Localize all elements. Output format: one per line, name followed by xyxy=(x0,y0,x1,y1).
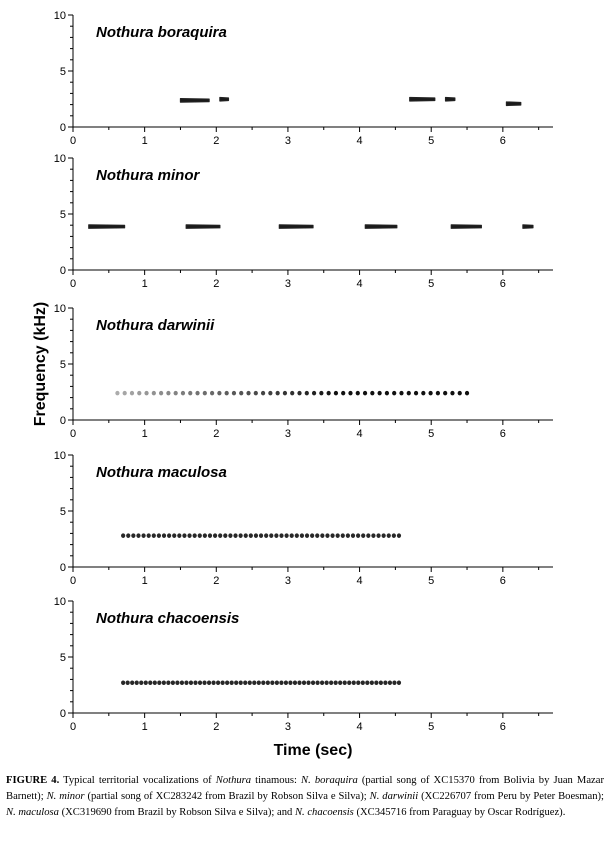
caption-text: (XC319690 from Brazil by Robson Silva e Silva); and xyxy=(58,806,295,818)
note-pulse xyxy=(356,533,360,538)
note-pulse xyxy=(188,391,192,396)
note-pulse xyxy=(363,391,367,396)
note-pulse xyxy=(139,680,143,685)
note-pulse xyxy=(458,391,462,396)
note-pulse xyxy=(311,680,315,685)
note-pulse xyxy=(320,533,324,538)
note-pulse xyxy=(162,533,166,538)
note-pulse xyxy=(193,680,197,685)
caption-text: (XC345716 from Paraguay by Oscar Rodríguez). xyxy=(353,806,566,818)
note-pulse xyxy=(244,533,248,538)
spectrogram-panel xyxy=(54,450,553,587)
spectrogram-panel xyxy=(54,303,553,440)
note-pulse xyxy=(157,533,161,538)
note-pulse xyxy=(269,533,273,538)
x-tick-label: 1 xyxy=(141,721,148,733)
note-pulse xyxy=(210,391,214,396)
note-pulse xyxy=(284,533,288,538)
note-pulse xyxy=(266,680,270,685)
note-pulse xyxy=(233,533,237,538)
note-pulse xyxy=(175,680,179,685)
note-pulse xyxy=(153,680,157,685)
x-tick-label: 0 xyxy=(69,721,77,733)
x-tick-label: 6 xyxy=(499,278,506,290)
y-tick-label: 10 xyxy=(53,450,66,462)
y-tick-label: 0 xyxy=(59,415,66,427)
note-pulse xyxy=(239,533,243,538)
note-pulse xyxy=(123,391,127,396)
note-pulse xyxy=(397,680,401,685)
note-pulse xyxy=(257,680,261,685)
note-pulse xyxy=(239,391,243,396)
note-pulse xyxy=(356,391,360,396)
note-pulse xyxy=(162,680,166,685)
note-pulse xyxy=(370,391,374,396)
note-pulse xyxy=(172,533,176,538)
note-pulse xyxy=(336,533,340,538)
note-pulse xyxy=(297,680,301,685)
caption-text: (partial song of XC283242 from Brazil by Robson Silva e Silva); xyxy=(84,790,370,802)
note-pulse xyxy=(356,680,360,685)
note-pulse xyxy=(246,391,250,396)
note-pulse xyxy=(315,680,319,685)
panel-title: Nothura darwinii xyxy=(96,317,215,334)
note-pulse xyxy=(243,680,247,685)
note-pulse xyxy=(261,680,265,685)
x-tick-label: 0 xyxy=(69,278,77,290)
note-pulse xyxy=(152,533,156,538)
note-pulse xyxy=(223,533,227,538)
note-pulse xyxy=(193,533,197,538)
x-tick-label: 5 xyxy=(428,278,435,290)
spectrogram-panel xyxy=(54,153,553,290)
caption-species: N. minor xyxy=(46,790,85,802)
note-pulse xyxy=(388,680,392,685)
note-pulse xyxy=(234,680,238,685)
note-pulse xyxy=(346,533,350,538)
note-pulse xyxy=(302,680,306,685)
note-pulse xyxy=(167,533,171,538)
note-pulse xyxy=(399,391,403,396)
note-pulse xyxy=(203,533,207,538)
x-tick-label: 4 xyxy=(356,721,363,733)
note-pulse xyxy=(392,680,396,685)
y-tick-label: 10 xyxy=(53,303,66,315)
note-pulse xyxy=(126,680,130,685)
y-tick-label: 0 xyxy=(59,122,66,134)
note-pulse xyxy=(248,680,252,685)
note-pulse xyxy=(347,680,351,685)
note-pulse xyxy=(283,391,287,396)
note-pulse xyxy=(213,533,217,538)
panel-title: Nothura chacoensis xyxy=(96,610,240,627)
x-tick-label: 4 xyxy=(356,278,363,290)
note-pulse xyxy=(202,680,206,685)
note-pulse xyxy=(259,533,263,538)
y-tick-label: 10 xyxy=(53,153,66,165)
x-tick-label: 6 xyxy=(499,135,506,147)
song-note xyxy=(523,225,533,229)
x-tick-label: 4 xyxy=(356,575,363,587)
song-note xyxy=(446,98,455,102)
note-pulse xyxy=(268,391,272,396)
x-tick-label: 5 xyxy=(428,135,435,147)
note-pulse xyxy=(300,533,304,538)
note-pulse xyxy=(284,680,288,685)
note-pulse xyxy=(115,391,119,396)
note-pulse xyxy=(436,391,440,396)
note-pulse xyxy=(288,680,292,685)
note-pulse xyxy=(279,680,283,685)
song-note xyxy=(180,99,209,103)
note-pulse xyxy=(217,391,221,396)
note-pulse xyxy=(315,533,319,538)
caption-text: tinamous: xyxy=(251,775,302,786)
note-pulse xyxy=(352,680,356,685)
note-pulse xyxy=(429,391,433,396)
note-pulse xyxy=(203,391,207,396)
note-pulse xyxy=(365,680,369,685)
figure-caption xyxy=(6,773,604,820)
note-pulse xyxy=(382,533,386,538)
spectrogram-panel xyxy=(54,596,553,733)
note-pulse xyxy=(249,533,253,538)
note-pulse xyxy=(319,391,323,396)
note-pulse xyxy=(297,391,301,396)
note-pulse xyxy=(148,680,152,685)
x-tick-label: 2 xyxy=(213,278,220,290)
note-pulse xyxy=(261,391,265,396)
y-tick-label: 5 xyxy=(59,66,66,78)
note-pulse xyxy=(306,680,310,685)
y-tick-label: 5 xyxy=(59,209,66,221)
x-tick-label: 0 xyxy=(69,135,77,147)
x-tick-label: 0 xyxy=(69,428,77,440)
x-tick-label: 6 xyxy=(499,721,506,733)
note-pulse xyxy=(166,391,170,396)
note-pulse xyxy=(198,533,202,538)
note-pulse xyxy=(407,391,411,396)
note-pulse xyxy=(187,533,191,538)
note-pulse xyxy=(184,680,188,685)
x-axis-label: Time (sec) xyxy=(273,742,353,759)
note-pulse xyxy=(239,680,243,685)
y-tick-label: 0 xyxy=(59,562,66,574)
note-pulse xyxy=(361,533,365,538)
song-note xyxy=(410,98,435,102)
x-tick-label: 4 xyxy=(356,135,363,147)
note-pulse xyxy=(131,533,135,538)
note-pulse xyxy=(414,391,418,396)
note-pulse xyxy=(252,680,256,685)
note-pulse xyxy=(387,533,391,538)
note-pulse xyxy=(270,680,274,685)
x-tick-label: 6 xyxy=(499,575,506,587)
note-pulse xyxy=(290,391,294,396)
note-pulse xyxy=(157,680,161,685)
x-tick-label: 3 xyxy=(284,135,291,147)
note-pulse xyxy=(334,680,338,685)
note-pulse xyxy=(305,533,309,538)
note-pulse xyxy=(141,533,145,538)
caption-species: N. boraquira xyxy=(301,775,358,786)
x-tick-label: 0 xyxy=(69,575,77,587)
x-tick-label: 1 xyxy=(141,575,148,587)
note-pulse xyxy=(254,391,258,396)
note-pulse xyxy=(376,533,380,538)
y-axis-label: Frequency (kHz) xyxy=(32,301,49,427)
note-pulse xyxy=(136,533,140,538)
x-tick-label: 2 xyxy=(213,135,220,147)
x-tick-label: 3 xyxy=(284,721,291,733)
x-tick-label: 6 xyxy=(499,428,506,440)
y-tick-label: 0 xyxy=(59,708,66,720)
spectrogram-panel xyxy=(54,10,553,147)
note-pulse xyxy=(275,680,279,685)
note-pulse xyxy=(166,680,170,685)
x-tick-label: 1 xyxy=(141,278,148,290)
note-pulse xyxy=(225,680,229,685)
note-pulse xyxy=(159,391,163,396)
x-tick-label: 2 xyxy=(213,575,220,587)
note-pulse xyxy=(121,680,125,685)
note-pulse xyxy=(137,391,141,396)
note-pulse xyxy=(443,391,447,396)
caption-species: N. chacoensis xyxy=(294,806,354,818)
note-pulse xyxy=(361,680,365,685)
caption-label: FIGURE 4. xyxy=(6,775,60,786)
note-pulse xyxy=(264,533,268,538)
note-pulse xyxy=(130,391,134,396)
note-pulse xyxy=(211,680,215,685)
caption-species: N. darwinii xyxy=(369,790,419,802)
y-tick-label: 10 xyxy=(53,10,66,22)
panel-title: Nothura minor xyxy=(96,167,200,184)
note-pulse xyxy=(290,533,294,538)
note-pulse xyxy=(385,391,389,396)
note-pulse xyxy=(144,680,148,685)
note-pulse xyxy=(378,391,382,396)
caption-text: Typical territorial vocalizations of xyxy=(59,775,216,786)
y-tick-label: 0 xyxy=(59,265,66,277)
song-note xyxy=(89,225,125,229)
song-note xyxy=(186,225,220,229)
note-pulse xyxy=(232,391,236,396)
note-pulse xyxy=(338,680,342,685)
x-tick-label: 2 xyxy=(213,721,220,733)
note-pulse xyxy=(450,391,454,396)
caption-species: N. maculosa xyxy=(6,806,59,818)
note-pulse xyxy=(325,680,329,685)
x-tick-label: 3 xyxy=(284,575,291,587)
note-pulse xyxy=(274,533,278,538)
note-pulse xyxy=(189,680,193,685)
note-pulse xyxy=(174,391,178,396)
note-pulse xyxy=(147,533,151,538)
note-pulse xyxy=(195,391,199,396)
note-pulse xyxy=(374,680,378,685)
x-tick-label: 1 xyxy=(141,135,148,147)
note-pulse xyxy=(330,533,334,538)
note-pulse xyxy=(218,533,222,538)
y-tick-label: 5 xyxy=(59,652,66,664)
note-pulse xyxy=(465,391,469,396)
caption-text: (partial song of XC15370 from Bolivia by Juan Mazar Barnett); xyxy=(6,775,604,802)
note-pulse xyxy=(276,391,280,396)
note-pulse xyxy=(392,533,396,538)
note-pulse xyxy=(177,533,181,538)
note-pulse xyxy=(295,533,299,538)
note-pulse xyxy=(126,533,130,538)
note-pulse xyxy=(293,680,297,685)
note-pulse xyxy=(230,680,234,685)
x-tick-label: 2 xyxy=(213,428,220,440)
note-pulse xyxy=(348,391,352,396)
x-tick-label: 4 xyxy=(356,428,363,440)
y-tick-label: 10 xyxy=(53,596,66,608)
note-pulse xyxy=(334,391,338,396)
note-pulse xyxy=(327,391,331,396)
note-pulse xyxy=(343,680,347,685)
panel-title: Nothura boraquira xyxy=(96,24,227,41)
note-pulse xyxy=(208,533,212,538)
y-tick-label: 5 xyxy=(59,506,66,518)
caption-genus: Nothura xyxy=(215,775,252,786)
note-pulse xyxy=(180,680,184,685)
note-pulse xyxy=(341,391,345,396)
note-pulse xyxy=(181,391,185,396)
note-pulse xyxy=(397,533,401,538)
note-pulse xyxy=(351,533,355,538)
note-pulse xyxy=(370,680,374,685)
note-pulse xyxy=(216,680,220,685)
note-pulse xyxy=(171,680,175,685)
note-pulse xyxy=(228,533,232,538)
note-pulse xyxy=(421,391,425,396)
song-note xyxy=(506,102,520,106)
note-pulse xyxy=(371,533,375,538)
x-tick-label: 1 xyxy=(141,428,148,440)
note-pulse xyxy=(392,391,396,396)
song-note xyxy=(220,98,229,102)
x-tick-label: 3 xyxy=(284,278,291,290)
note-pulse xyxy=(207,680,211,685)
note-pulse xyxy=(366,533,370,538)
note-pulse xyxy=(325,533,329,538)
note-pulse xyxy=(152,391,156,396)
x-tick-label: 5 xyxy=(428,721,435,733)
caption-text: (XC226707 from Peru by Peter Boesman); xyxy=(418,790,604,802)
note-pulse xyxy=(121,533,125,538)
x-tick-label: 5 xyxy=(428,428,435,440)
song-note xyxy=(365,225,397,229)
y-tick-label: 5 xyxy=(59,359,66,371)
note-pulse xyxy=(312,391,316,396)
x-tick-label: 3 xyxy=(284,428,291,440)
x-tick-label: 5 xyxy=(428,575,435,587)
note-pulse xyxy=(383,680,387,685)
note-pulse xyxy=(182,533,186,538)
song-note xyxy=(451,225,481,229)
note-pulse xyxy=(320,680,324,685)
note-pulse xyxy=(221,680,225,685)
note-pulse xyxy=(329,680,333,685)
note-pulse xyxy=(130,680,134,685)
note-pulse xyxy=(144,391,148,396)
note-pulse xyxy=(225,391,229,396)
note-pulse xyxy=(198,680,202,685)
song-note xyxy=(279,225,313,229)
note-pulse xyxy=(310,533,314,538)
note-pulse xyxy=(305,391,309,396)
note-pulse xyxy=(379,680,383,685)
note-pulse xyxy=(279,533,283,538)
note-pulse xyxy=(341,533,345,538)
note-pulse xyxy=(135,680,139,685)
note-pulse xyxy=(254,533,258,538)
panel-title: Nothura maculosa xyxy=(96,464,227,481)
